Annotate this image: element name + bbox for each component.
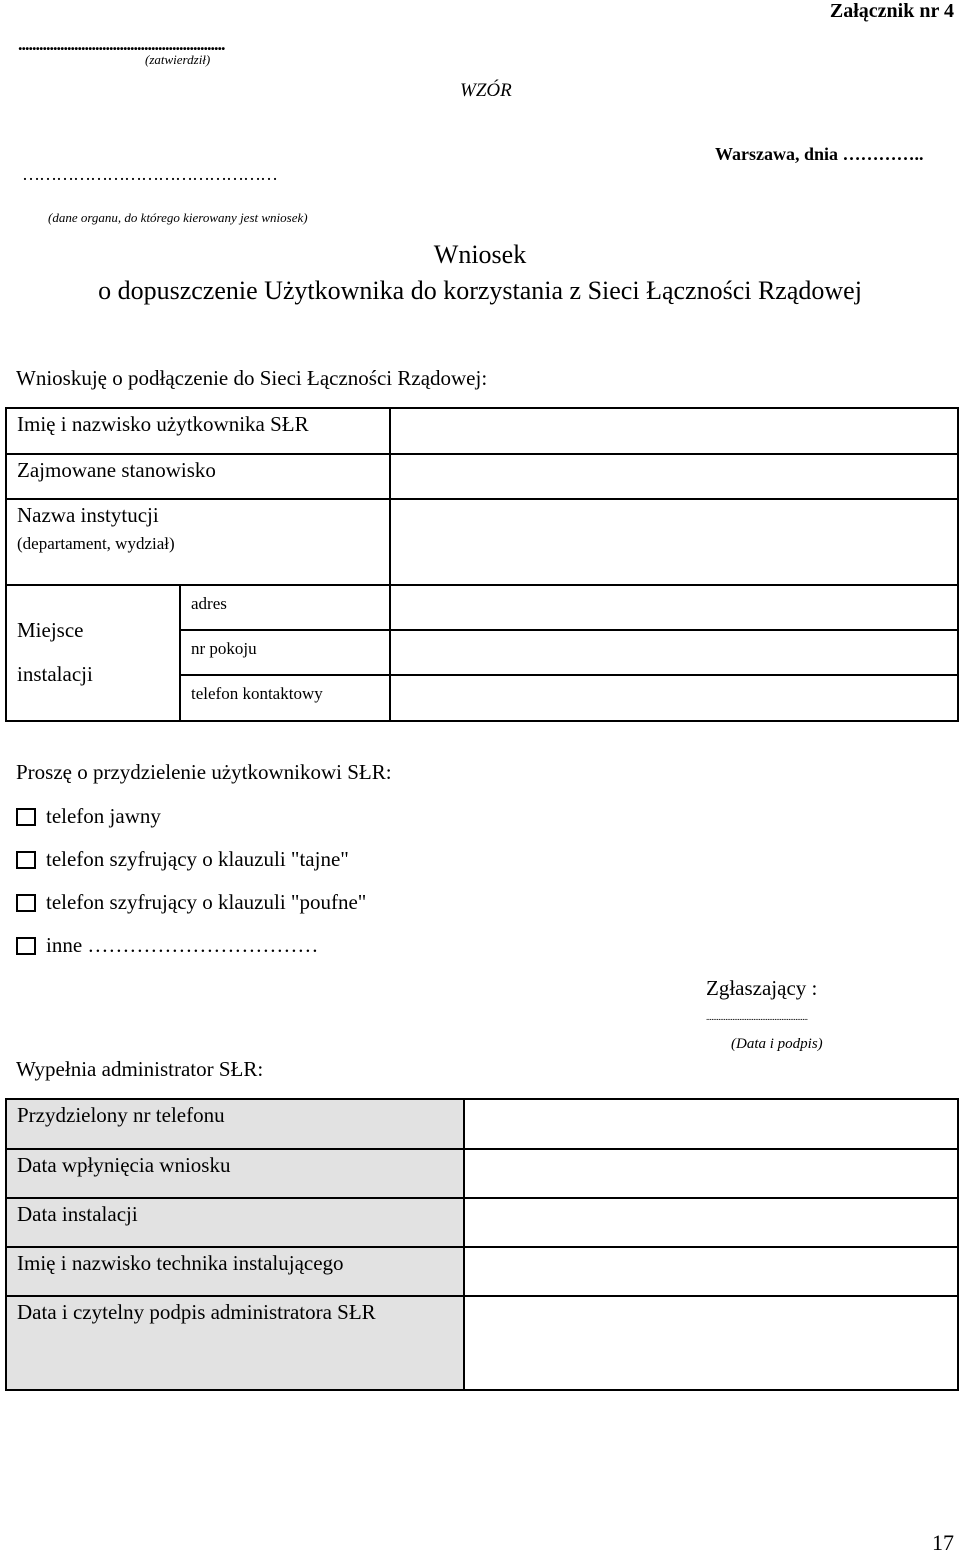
option-label: inne …………………………… <box>46 933 319 957</box>
name-label-cell <box>6 408 390 454</box>
room-field[interactable] <box>390 630 958 675</box>
institution-label-cell <box>6 499 390 585</box>
assigned-number-label: Przydzielony nr telefonu <box>17 1103 225 1127</box>
city-date: Warszawa, dnia ………….. <box>715 144 924 164</box>
option-other[interactable] <box>16 933 318 958</box>
technician-field[interactable] <box>464 1247 958 1296</box>
admin-row-label-cell <box>6 1149 464 1198</box>
admin-section-heading: Wypełnia administrator SŁR: <box>16 1057 264 1081</box>
checkbox-icon[interactable] <box>16 894 36 912</box>
admin-row-label-cell <box>6 1296 464 1390</box>
approval-signature-line: ........................................................... <box>18 34 225 54</box>
install-place-label-1: Miejsce <box>17 618 84 642</box>
reporter-label: Zgłaszający : <box>706 976 818 1000</box>
template-label: WZÓR <box>460 80 512 101</box>
room-label: nr pokoju <box>191 639 257 658</box>
option-label: telefon szyfrujący o klauzuli "poufne" <box>46 890 367 914</box>
install-place-label-cell <box>6 585 180 721</box>
organ-caption: (dane organu, do którego kierowany jest wniosek) <box>48 210 308 225</box>
name-label: Imię i nazwisko użytkownika SŁR <box>17 412 309 436</box>
admin-signature-field[interactable] <box>464 1296 958 1390</box>
name-field[interactable] <box>390 408 958 454</box>
position-label-cell <box>6 454 390 499</box>
assigned-number-field[interactable] <box>464 1099 958 1149</box>
organ-line: ……………………………………… <box>22 164 277 184</box>
page-number: 17 <box>932 1530 954 1555</box>
institution-sublabel: (departament, wydział) <box>17 534 175 553</box>
room-label-cell <box>180 630 390 675</box>
receipt-date-label: Data wpłynięcia wniosku <box>17 1153 231 1177</box>
install-place-label-2: instalacji <box>17 662 93 686</box>
document-title: Wniosek <box>433 240 527 269</box>
option-label: telefon jawny <box>46 804 161 828</box>
option-open-phone[interactable] <box>16 804 161 829</box>
admin-row-label-cell <box>6 1247 464 1296</box>
phone-label-cell <box>180 675 390 721</box>
admin-table <box>5 1098 959 1391</box>
request-heading: Proszę o przydzielenie użytkownikowi SŁR: <box>16 760 392 784</box>
phone-label: telefon kontaktowy <box>191 684 323 703</box>
user-section-intro: Wnioskuję o podłączenie do Sieci Łączności Rządowej: <box>16 366 488 390</box>
reporter-caption: (Data i podpis) <box>731 1036 823 1052</box>
technician-label: Imię i nazwisko technika instalującego <box>17 1251 344 1275</box>
option-confidential-phone[interactable] <box>16 890 366 915</box>
checkbox-icon[interactable] <box>16 937 36 955</box>
receipt-date-field[interactable] <box>464 1149 958 1198</box>
option-secret-phone[interactable] <box>16 847 349 872</box>
address-label: adres <box>191 594 227 613</box>
institution-label: Nazwa instytucji <box>17 503 159 527</box>
admin-signature-label: Data i czytelny podpis administratora SŁR <box>17 1300 376 1324</box>
install-date-field[interactable] <box>464 1198 958 1247</box>
annex-label: Załącznik nr 4 <box>829 0 954 22</box>
option-label: telefon szyfrujący o klauzuli "tajne" <box>46 847 349 871</box>
approval-caption: (zatwierdził) <box>145 52 211 67</box>
admin-row-label-cell <box>6 1198 464 1247</box>
position-label: Zajmowane stanowisko <box>17 458 216 482</box>
user-data-table <box>5 407 959 722</box>
document-subtitle: o dopuszczenie Użytkownika do korzystania z Sieci Łączności Rządowej <box>98 276 862 305</box>
admin-row-label-cell <box>6 1099 464 1149</box>
position-field[interactable] <box>390 454 958 499</box>
institution-field[interactable] <box>390 499 958 585</box>
checkbox-icon[interactable] <box>16 808 36 826</box>
reporter-signature-line: .......................................................... <box>706 1012 808 1022</box>
phone-field[interactable] <box>390 675 958 721</box>
install-date-label: Data instalacji <box>17 1202 138 1226</box>
address-field[interactable] <box>390 585 958 630</box>
address-label-cell <box>180 585 390 630</box>
checkbox-icon[interactable] <box>16 851 36 869</box>
